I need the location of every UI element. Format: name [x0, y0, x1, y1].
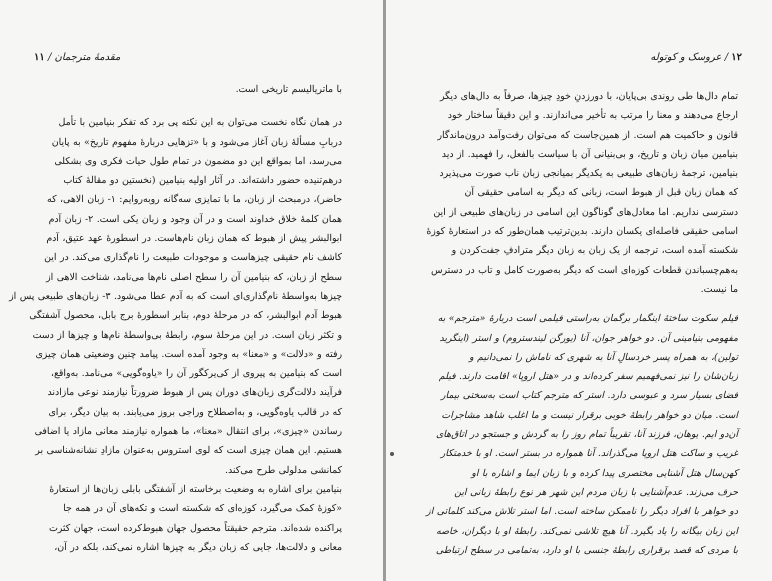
text-line: تولین)، به همراه پسر خردسالِ آنا به شهری که ناماش را نمی‌دانیم و	[469, 351, 738, 363]
right-page-body	[426, 87, 738, 560]
text-line: معانی و دلالت‌ها، جایی که زبان دیگر به چیزها اشاره نمی‌کند، بلکه در آن،	[54, 541, 342, 553]
text-line: سطح از زبان، که بنیامین آن را سطح اصلی نام‌ها می‌نامد، شناخت الاهی از	[46, 271, 342, 283]
left-header-title: مقدمهٔ مترجمان	[54, 52, 121, 63]
right-header-title: عروسک و کوتوله	[650, 52, 722, 63]
right-page-header	[650, 52, 742, 63]
text-line: حاضر)، درمبحث از زبان، ما با تمایزی سه‌گانه روبه‌روایم: ۱- زبان الاهی، که	[47, 194, 342, 206]
text-line: چیزها به‌واسطهٔ نام‌گذاری‌ای است که به آدم عطا می‌شود. ۳- زبان‌های طبیعی پس از	[9, 290, 342, 302]
right-page-number: ۱۲	[731, 52, 742, 63]
right-header-separator: /	[724, 52, 729, 63]
text-line: غریب و ساکت هتل اروپا می‌گذراند. آنا همواره در بستر است. او با خدمتکار	[440, 448, 738, 460]
text-line: با مردی که قصد برقراری رابطهٔ جنسی با او دارد، به‌تمامی در سطح ارتباطی	[435, 544, 738, 556]
text-line: است. میان دو خواهر رابطهٔ خوبی برقرار نیست و ما اغلب شاهد مشاجرات	[441, 409, 738, 421]
text-line: با ماتریالیسم تاریخی است.	[235, 84, 342, 95]
left-page-body	[9, 80, 342, 557]
text-line: دسترسی نداریم. اما معادل‌های گوناگون این اسامی در زبان‌های طبیعی از این	[433, 206, 738, 218]
text-line: ارجاع می‌دهند و معنا را مرتب به تأخیر می‌اندازند. و این دقیقاً ساختار خود	[447, 110, 738, 122]
left-page-number: ۱۱	[34, 52, 45, 63]
left-header-separator: /	[47, 52, 52, 63]
text-line: قانون و حاکمیت هم است. از همین‌جاست که می‌توان رفت‌وآمد درون‌ماندگار	[437, 129, 738, 141]
text-line: می‌رسد، اما بمواقع این دو مضمون در تمام طول حیات فکری وی بشکلی	[54, 155, 342, 167]
text-line: کمانشی مدلولی طرح می‌کند.	[225, 464, 342, 476]
text-line: شکسته آمده است، ترجمه از یک زبان به زبان دیگر مترادفِ جفت‌کردن و	[451, 245, 738, 257]
text-line: بنیامین، ترجمهٔ زبان‌های طبیعی به یکدیگر بمیانجی زبان ناب صورت می‌پذیرد	[439, 168, 738, 180]
text-line: و تکثر زبان است. در این مرحلهٔ سوم، رابطهٔ بی‌واسطهٔ نام‌ها و چیزها از دست	[32, 329, 342, 341]
text-line: همان کلمهٔ خلاق خداوند است و در آن وجود و زبان یکی است. ۲- زبان آدم	[48, 213, 342, 225]
margin-mark	[390, 452, 394, 456]
text-line: کهن‌سال هتل آشنایی مختصری پیدا کرده و با زبان ایما و اشاره با او	[471, 467, 738, 479]
text-line: دربابِ مسألهٔ زبان آغاز می‌شود و با «تزهایی دربارهٔ مفهوم تاریخ» به پایان	[51, 136, 342, 148]
text-line: رساندن «چیزی»، برای انتقال «معنا»، ما همواره نیازمند معانی مازاد یا اضافی	[34, 426, 342, 438]
text-line	[432, 299, 738, 309]
text-line: در همان نگاه نخست می‌توان به این نکته پی برد که تفکر بنیامین با تأمل	[58, 117, 342, 129]
text-line: که در قالب یاوه‌گویی، و به‌اصطلاح وراجی بروز می‌یابند. به بیان دیگر، برای	[48, 406, 342, 418]
text-line: ابوالبشر پیش از هبوط که همان زبان نام‌هاست. در اسطورهٔ عهد عتیق، آدم	[46, 233, 342, 245]
text-line: بنیامین برای اشاره به وضعیت برخاسته از آشفتگی بابلی زبان‌ها از استعارهٔ	[49, 483, 342, 495]
left-page-header	[34, 52, 120, 63]
text-line: هستیم. این همان چیزی است که لوی استروس به‌عنوان مازادِ نشانه‌شناسی بر	[35, 445, 342, 457]
text-line: کاشف نام حقیقی چیزهاست و موجودات طبیعت را نام‌گذاری می‌کند. در این	[44, 252, 342, 264]
text-line: فیلم سکوت ساختهٔ اینگمار برگمان به‌راستی فیلمی است دربارهٔ «مترجم» به	[437, 313, 738, 325]
text-line: دو خواهر با افراد دیگر را ناممکن ساخته است. اما استر تلاش می‌کند کلماتی از	[426, 506, 738, 518]
text-line: به‌هم‌چسباندن قطعات کوزه‌ای است که دیگر به‌صورت کامل و تاب در دسترس	[431, 264, 738, 276]
text-line: مفهومی بنیامینی آن. دو خواهر جوان، آنا (یورگن لیندستروم) و استر (اینگرید	[439, 332, 738, 344]
text-line: «کوزهٔ کمک می‌گیرد، کوزه‌ای که شکسته است و تکه‌های آن در همه جا	[63, 503, 342, 515]
text-line: که همان زبان قبل از هبوط است، زبانی که دیگر به اسامی حقیقی آن	[464, 187, 738, 199]
left-page	[0, 0, 385, 581]
text-line: هبوط آدم ابوالبشر، که در مرحلهٔ دوم، بنابر اسطورهٔ برج بابل، محصول آشفتگی	[29, 310, 342, 322]
text-line: حرف می‌زند. عدم‌آشنایی با زبان مردم این شهر هر نوع رابطهٔ زبانی این	[454, 486, 738, 498]
text-line: بنیامین میان زبان و تاریخ، و بی‌بنیانی آن با سیاست بالفعل، را فهمید. از دید	[441, 148, 738, 160]
text-line: پراکنده شده‌اند. مترجم حقیقتاً محصول جهان هبوط‌کرده است، جهان کثرت	[48, 522, 342, 534]
text-line: فضای بسیار سرد و عبوسی دارد. استر که مترجم کتاب است به‌سختی بیمار	[441, 390, 738, 402]
text-line: است که بنیامین به پیروی از کی‌یرکگور آن را «یاوه‌گویی» می‌نامد. به‌واقع،	[50, 368, 342, 380]
text-line: اسامی حقیقی فاصله‌ای یکسان دارند. بدین‌ترتیب همان‌طور که در استعارهٔ کوزهٔ	[426, 226, 738, 238]
text-line: آن‌دو ایم. یوهان، فرزند آنا، تقریباً تمام روز را به گردش و جستجو در اتاق‌های	[435, 429, 738, 441]
text-line: رفته و «دلالت» و «معنا» به وجود آمده است. پیامد چنین وضعیتی همان چیزی	[35, 348, 342, 360]
text-line: درهم‌تنیده حضور داشته‌اند. در آثار اولیه بنیامین (نخستین دو مقالهٔ کتاب	[63, 175, 342, 187]
text-line: فرآیند دلالت‌گری زبان‌های دوران پس از هبوط ضرورتاً نیازمند نوعی مازاد‌ند	[47, 387, 342, 399]
text-line: ما نیست.	[700, 283, 738, 295]
text-line: این زبان بیگانه را یاد بگیرد. آنا هیچ تلاشی نمی‌کند. رابطهٔ او با دیگران، خاصه	[436, 525, 738, 537]
right-page	[386, 0, 772, 581]
text-line: زبان‌شان را نیز نمی‌فهمیم سفر کرده‌اند و در «هتل اروپا» اقامت دارند. فیلم	[438, 371, 738, 383]
text-line: تمام دال‌ها طی روندی بی‌پایان، با دورزدنِ خودِ چیزها، صرفاً به دال‌های دیگر	[440, 91, 738, 102]
